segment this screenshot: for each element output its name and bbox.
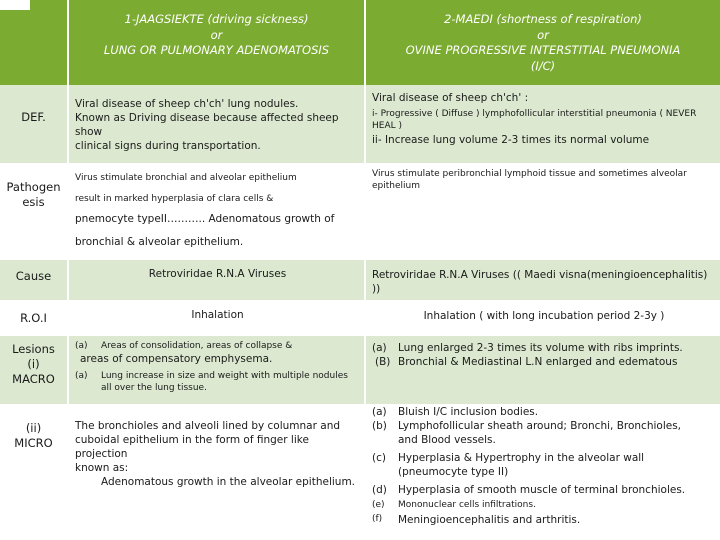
list-item (372, 419, 702, 447)
header-jaagsiekte (69, 0, 364, 85)
list-text: Lung increase in size and weight with multiple nodules all over the lung tissue. (101, 371, 348, 393)
def-jaagsiekte-line: Viral disease of sheep ch'ch' lung nodules. (75, 98, 299, 110)
list-text: Mononuclear cells infiltrations. (398, 500, 536, 510)
list-item (372, 405, 702, 419)
pathogenesis-maedi: Virus stimulate peribronchial lymphoid tissue and sometimes alveolar epithelium (372, 169, 687, 191)
pathogenesis-jaagsiekte-line: bronchial & alveolar epithelium. (75, 236, 244, 248)
pathogenesis-jaagsiekte-line: Virus stimulate bronchial and alveolar epithelium (75, 173, 297, 183)
micro-jaagsiekte (75, 419, 360, 489)
roi-maedi: Inhalation ( with long incubation period 2-3y ) (423, 310, 665, 322)
list-marker: (d) (372, 484, 387, 496)
header-jaagsiekte-line: or (210, 27, 223, 42)
header-maedi (366, 0, 720, 85)
list-item (372, 483, 702, 497)
def-maedi-line: ii- Increase lung volume 2-3 times its normal volume (372, 134, 650, 146)
row-label-macro-line: MACRO (12, 372, 55, 386)
micro-jaagsiekte-line: known as: (75, 462, 129, 474)
list-item (372, 451, 702, 479)
pathogenesis-jaagsiekte (75, 172, 360, 184)
list-marker: (a) (372, 406, 387, 418)
list-marker: (a) (75, 371, 88, 381)
def-jaagsiekte-line: clinical signs during transportation. (75, 140, 261, 152)
micro-jaagsiekte-line: Adenomatous growth in the alveolar epithelium. (101, 476, 356, 488)
list-item (75, 370, 360, 394)
column-divider (67, 85, 69, 540)
header-maedi-line: OVINE PROGRESSIVE INTERSTITIAL PNEUMONIA (405, 43, 681, 57)
pathogenesis-jaagsiekte-line: result in marked hyperplasia of clara cells & (75, 194, 274, 204)
micro-maedi (372, 405, 702, 527)
micro-jaagsiekte-line: The bronchioles and alveoli lined by columnar and (75, 420, 341, 432)
list-item (372, 355, 716, 369)
macro-jaagsiekte (75, 340, 360, 394)
row-label-def: DEF. (21, 110, 46, 124)
pathogenesis-jaagsiekte-end (75, 235, 375, 249)
header-corner-cell (0, 0, 67, 85)
list-item (372, 499, 702, 511)
def-jaagsiekte-line: Known as Driving disease because affected sheep show (75, 112, 339, 138)
row-label-roi: R.O.I (20, 311, 47, 325)
row-label-pathogenesis-line: Pathogen (6, 180, 61, 194)
def-maedi (372, 91, 716, 147)
pathogenesis-jaagsiekte-line: pnemocyte typeII……….. Adenomatous growth of (75, 213, 335, 225)
list-marker: (e) (372, 500, 385, 510)
list-text: Hyperplasia & Hypertrophy in the alveolar wall (pneumocyte type II) (398, 452, 645, 478)
roi-jaagsiekte: Inhalation (191, 309, 244, 321)
row-label-macro-line: (i) (27, 357, 40, 371)
list-marker: (b) (372, 420, 387, 432)
list-text: Bronchial & Mediastinal L.N enlarged and edematous (398, 356, 678, 368)
pathogenesis-jaagsiekte-cont (75, 193, 365, 226)
list-item (372, 513, 702, 527)
row-label-macro-line: Lesions (12, 342, 55, 356)
def-maedi-line: Viral disease of sheep ch'ch' : (372, 92, 529, 104)
list-text: areas of compensatory emphysema. (80, 353, 273, 365)
row-label-micro-line: MICRO (14, 436, 53, 450)
micro-jaagsiekte-line: cuboidal epithelium in the form of finger like projection (75, 434, 309, 460)
list-marker: (a) (75, 341, 88, 351)
cause-jaagsiekte: Retroviridae R.N.A Viruses (148, 268, 287, 280)
list-item (75, 340, 360, 352)
def-jaagsiekte (75, 97, 360, 153)
list-text: Lymphofollicular sheath around; Bronchi, Bronchioles, and Blood vessels. (398, 420, 682, 446)
cause-maedi: Retroviridae R.N.A Viruses (( Maedi visna(meningioencephalitis) )) (372, 269, 708, 295)
macro-maedi (372, 341, 716, 369)
row-label-micro-line: (ii) (25, 421, 42, 435)
list-item (372, 341, 716, 355)
row-label-pathogenesis (0, 180, 67, 210)
row-label-macro (0, 342, 67, 387)
list-marker: (c) (372, 452, 386, 464)
list-text: Lung enlarged 2-3 times its volume with ribs imprints. (398, 342, 683, 354)
header-maedi-line: or (537, 27, 549, 42)
list-text: Bluish I/C inclusion bodies. (398, 406, 539, 418)
def-maedi-line: i- Progressive ( Diffuse ) lymphofollicular interstitial pneumonia ( NEVER HEAL ) (372, 109, 697, 131)
header-maedi-line: (I/C) (530, 58, 556, 73)
column-divider (364, 85, 366, 540)
list-text: Areas of consolidation, areas of collapse & (101, 341, 293, 351)
header-maedi-line: 2-MAEDI (shortness of respiration) (444, 12, 642, 26)
list-marker: (a) (372, 342, 387, 354)
row-label-cause: Cause (15, 269, 52, 283)
list-text: Hyperplasia of smooth muscle of terminal bronchioles. (398, 484, 686, 496)
header-jaagsiekte-line: LUNG OR PULMONARY ADENOMATOSIS (103, 43, 330, 57)
list-marker: (f) (372, 514, 383, 524)
row-label-micro (0, 421, 67, 451)
header-jaagsiekte-line: 1-JAAGSIEKTE (driving sickness) (124, 12, 309, 26)
header-corner-stub (0, 0, 30, 10)
list-marker: (B) (375, 356, 391, 368)
row-label-pathogenesis-line: esis (22, 195, 45, 209)
list-text: Meningioencephalitis and arthritis. (398, 514, 581, 526)
